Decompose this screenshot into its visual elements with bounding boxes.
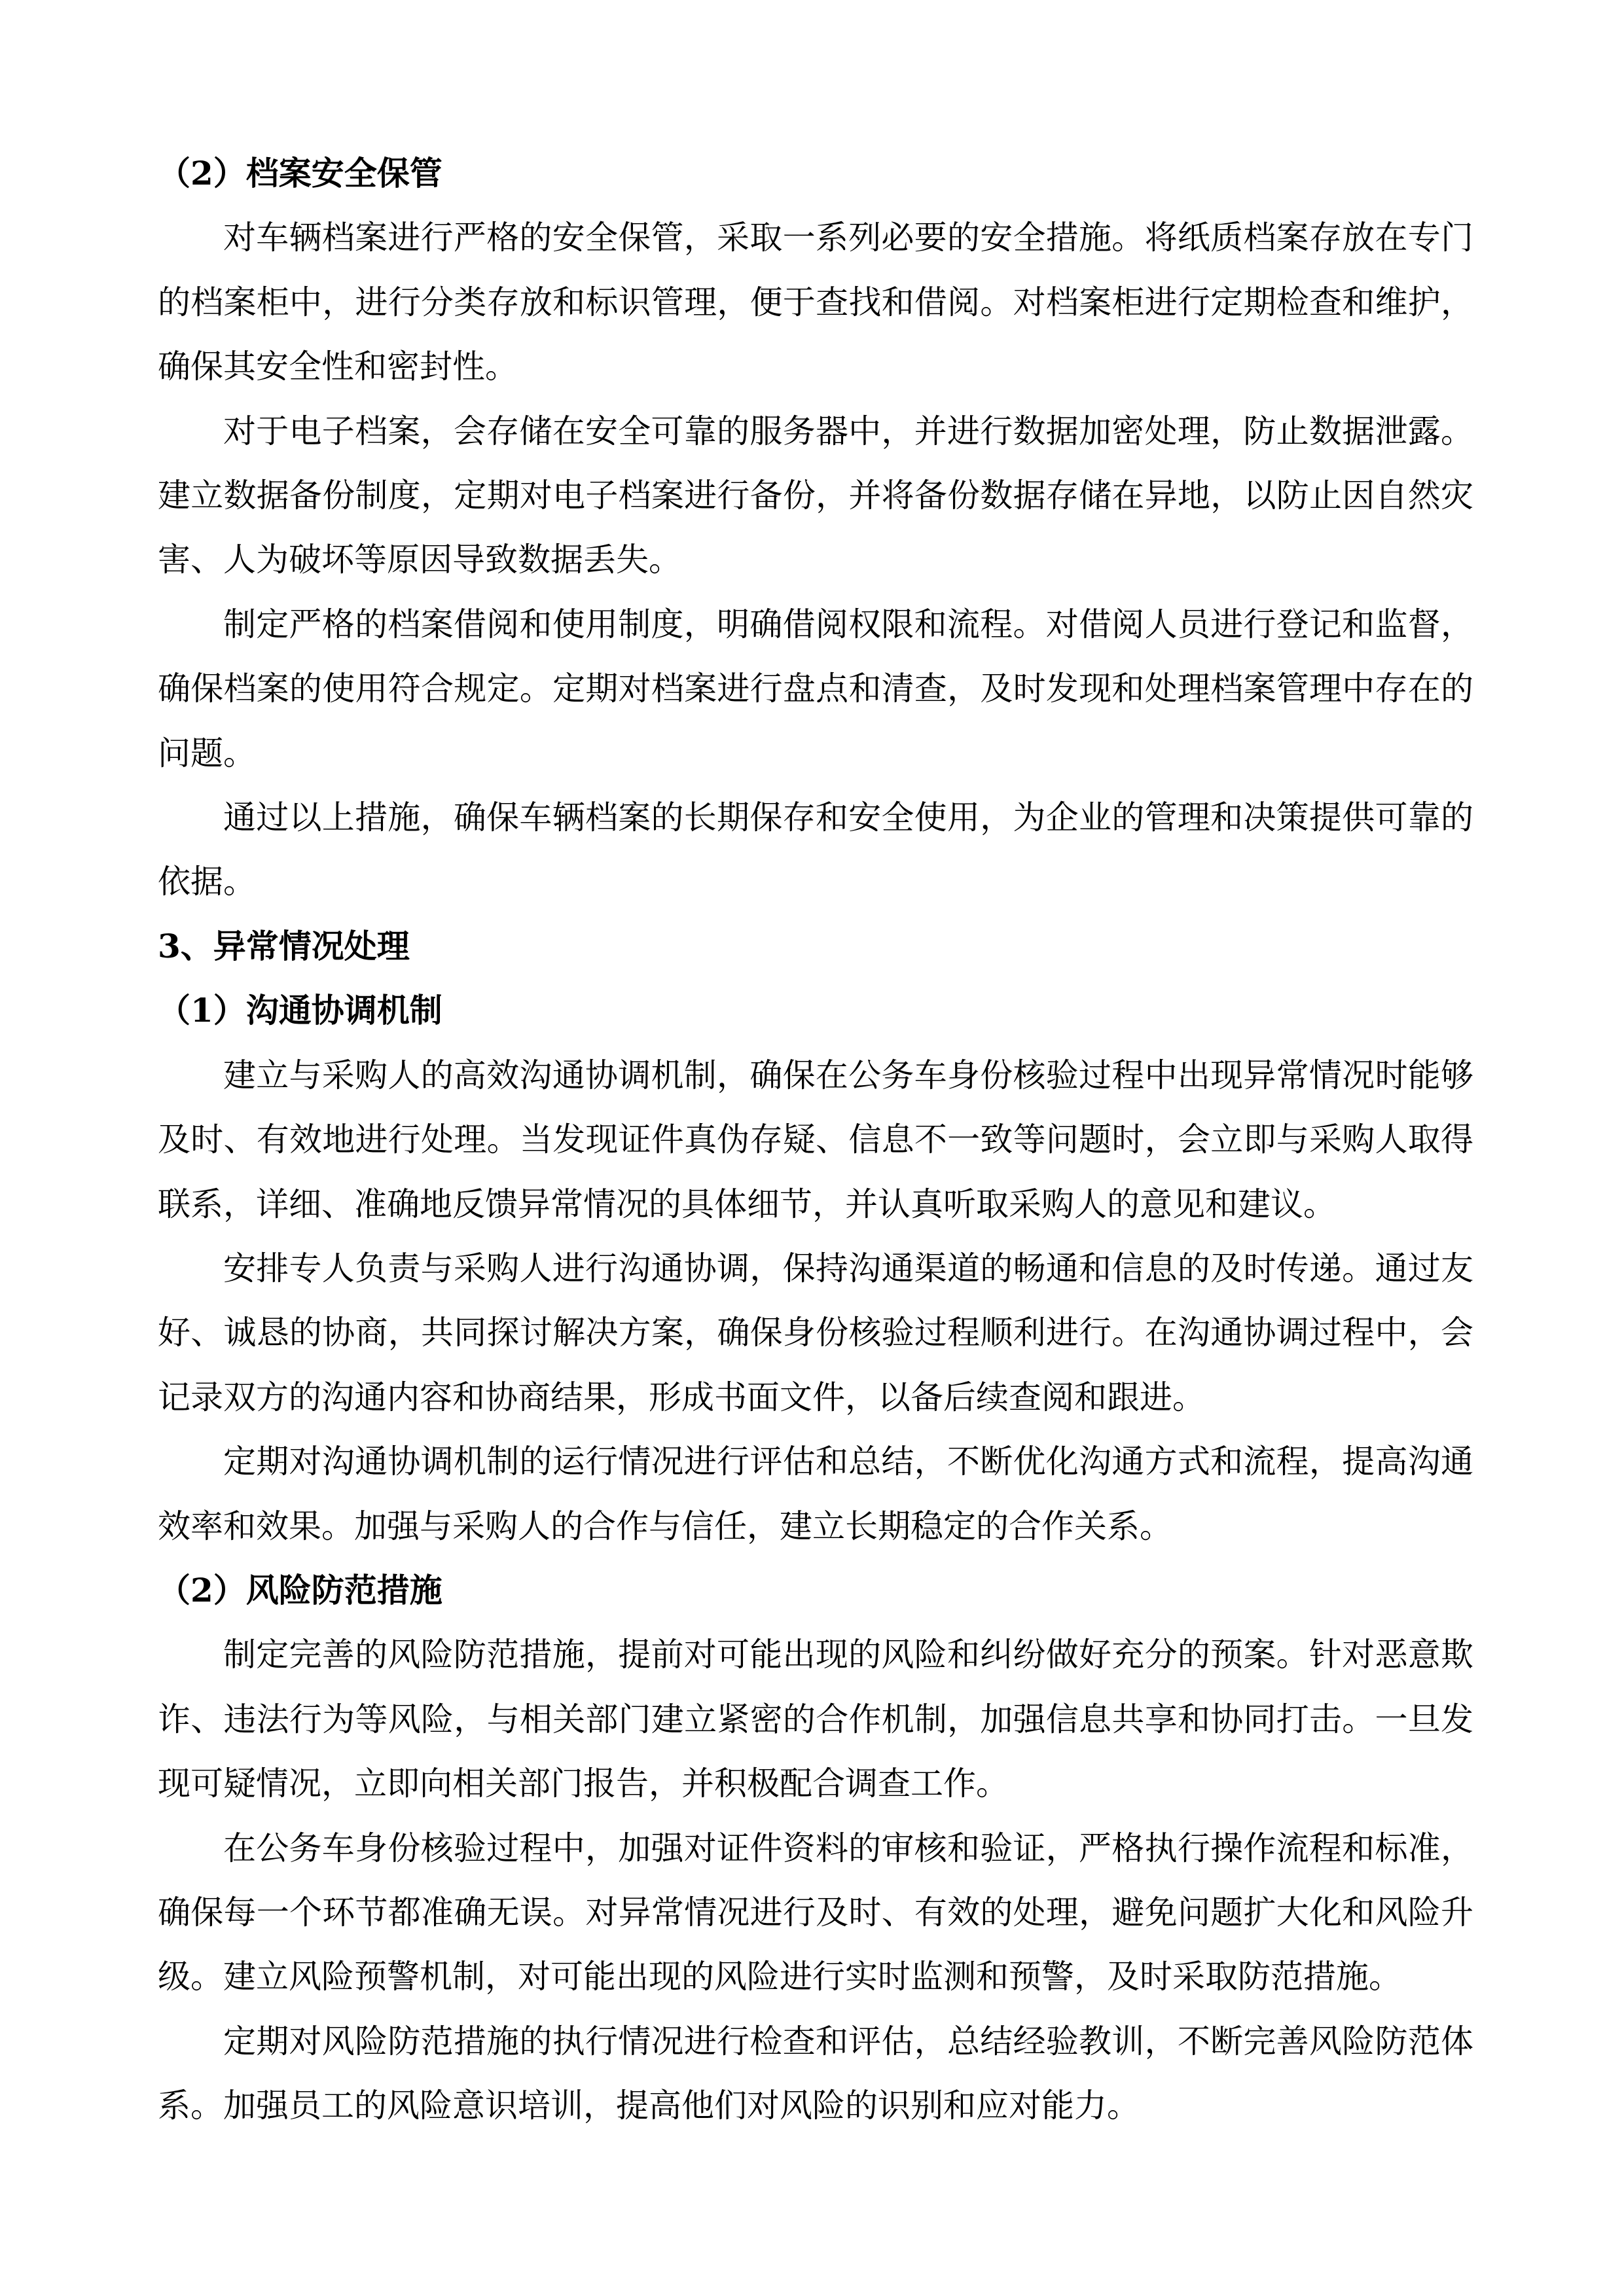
paragraph: 建立与采购人的高效沟通协调机制，确保在公务车身份核验过程中出现异常情况时能够及时、有效地进行处理。当发现证件真伪存疑、信息不一致等问题时，会立即与采购人取得联系，详细、准确地反馈异常情况的具体细节，并认真听取采购人的意见和建议。 [158,1056,1473,1223]
paragraph: 定期对沟通协调机制的运行情况进行评估和总结，不断优化沟通方式和流程，提高沟通效率和效果。加强与采购人的合作与信任，建立长期稳定的合作关系。 [158,1443,1473,1545]
paragraph: 在公务车身份核验过程中，加强对证件资料的审核和验证，严格执行操作流程和标准，确保每一个环节都准确无误。对异常情况进行及时、有效的处理，避免问题扩大化和风险升级。建立风险预警机制，对可能出现的风险进行实时监测和预警，及时采取防范措施。 [158,1829,1473,1996]
section-heading-exception-handling: 3、异常情况处理 [158,926,410,965]
paragraph: 制定严格的档案借阅和使用制度，明确借阅权限和流程。对借阅人员进行登记和监督，确保档案的使用符合规定。定期对档案进行盘点和清查，及时发现和处理档案管理中存在的问题。 [158,605,1473,772]
paragraph: 安排专人负责与采购人进行沟通协调，保持沟通渠道的畅通和信息的及时传递。通过友好、诚恳的协商，共同探讨解决方案，确保身份核验过程顺利进行。在沟通协调过程中，会记录双方的沟通内容和协商结果，形成书面文件，以备后续查阅和跟进。 [158,1249,1473,1416]
paragraph: 对车辆档案进行严格的安全保管，采取一系列必要的安全措施。将纸质档案存放在专门的档案柜中，进行分类存放和标识管理，便于查找和借阅。对档案柜进行定期检查和维护，确保其安全性和密封性。 [158,219,1473,386]
subsection-heading-risk-prevention: （2）风险防范措施 [158,1570,442,1609]
subsection-heading-archive-security: （2）档案安全保管 [158,154,442,192]
paragraph: 定期对风险防范措施的执行情况进行检查和评估，总结经验教训，不断完善风险防范体系。加强员工的风险意识培训，提高他们对风险的识别和应对能力。 [158,2022,1473,2125]
document-page [158,141,1473,2138]
subsection-heading-communication: （1）沟通协调机制 [158,991,442,1030]
paragraph: 通过以上措施，确保车辆档案的长期保存和安全使用，为企业的管理和决策提供可靠的依据。 [158,798,1473,901]
paragraph: 对于电子档案，会存储在安全可靠的服务器中，并进行数据加密处理，防止数据泄露。建立数据备份制度，定期对电子档案进行备份，并将备份数据存储在异地，以防止因自然灾害、人为破坏等原因导致数据丢失。 [158,412,1473,579]
paragraph: 制定完善的风险防范措施，提前对可能出现的风险和纠纷做好充分的预案。针对恶意欺诈、违法行为等风险，与相关部门建立紧密的合作机制，加强信息共享和协同打击。一旦发现可疑情况，立即向相关部门报告，并积极配合调查工作。 [158,1636,1473,1803]
